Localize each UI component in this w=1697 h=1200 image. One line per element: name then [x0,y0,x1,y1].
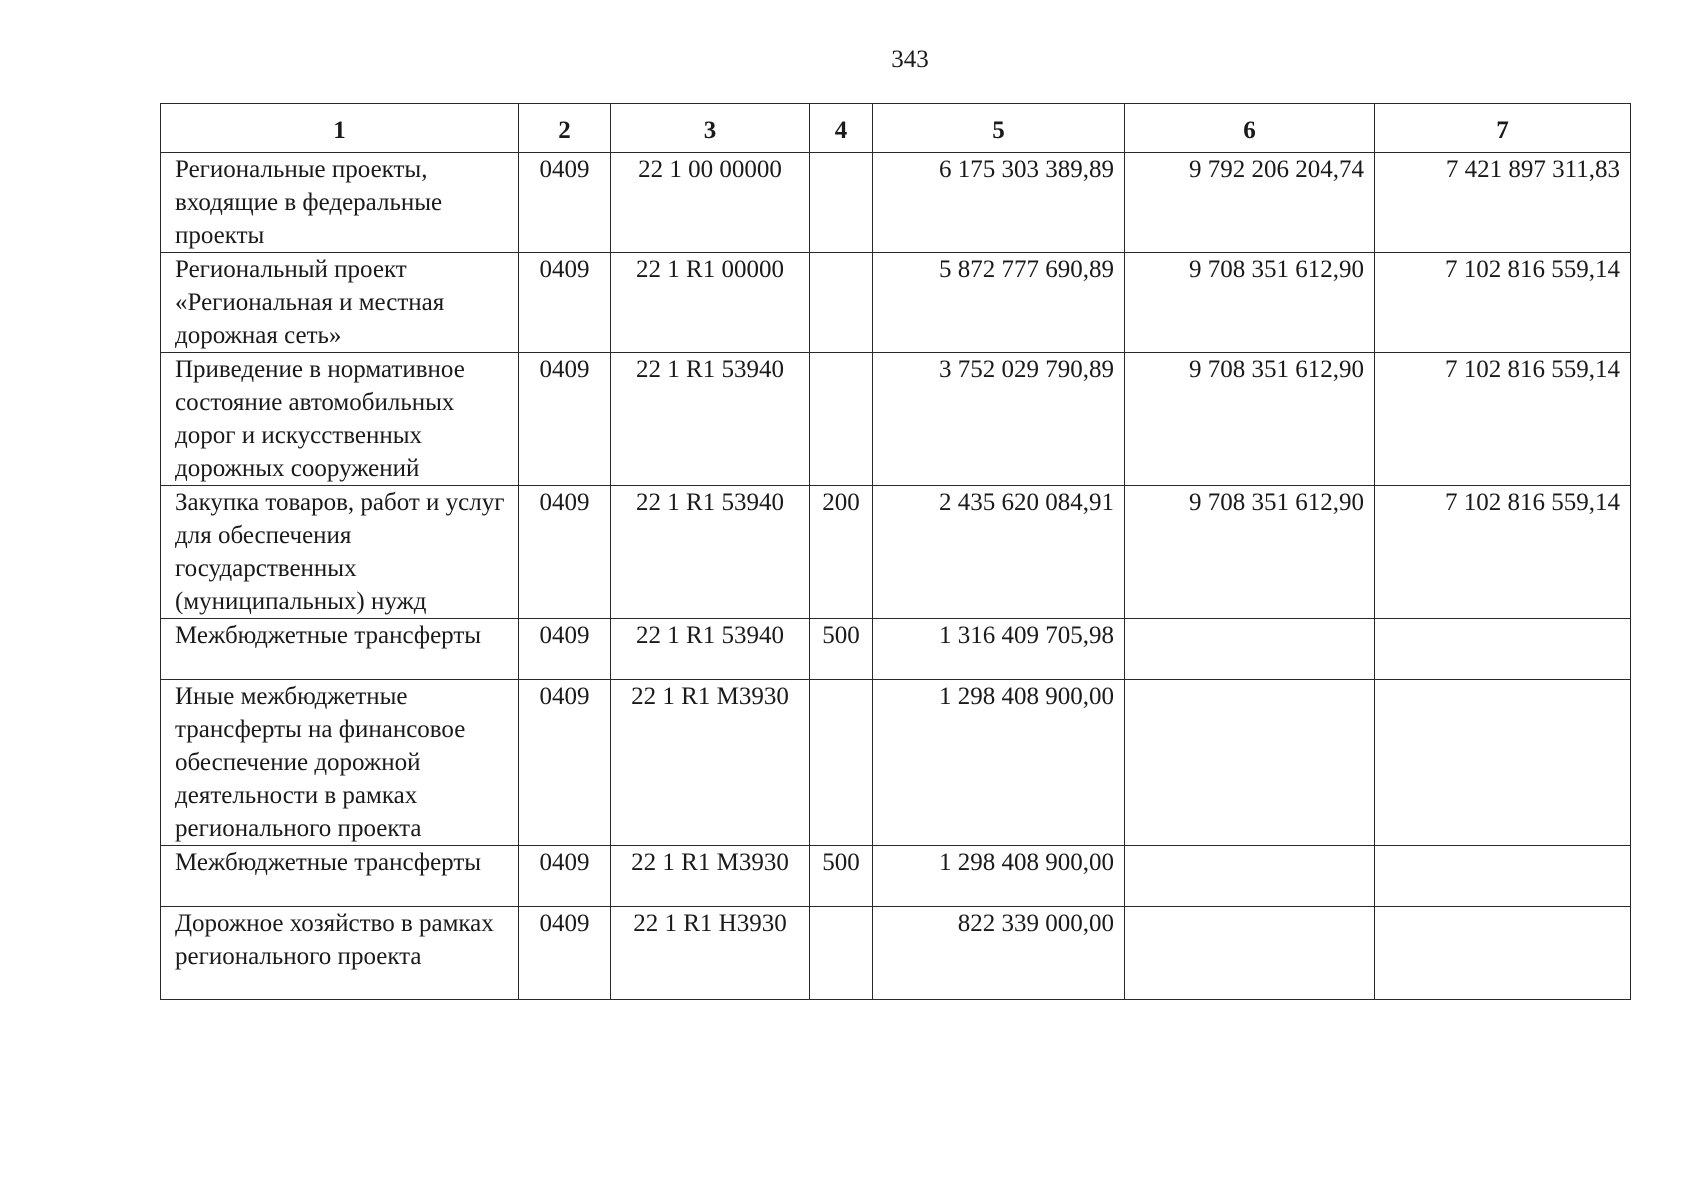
amount-col5: 3 752 029 790,89 [873,353,1125,486]
row-name: Региональные проекты, входящие в федеральные проекты [161,153,519,253]
section-code: 0409 [519,353,611,486]
page-number: 343 [891,46,929,73]
header-row [161,104,1631,153]
table-header [161,104,1631,153]
table-row [161,907,1631,1000]
amount-col6 [1125,680,1375,846]
amount-col6: 9 792 206 204,74 [1125,153,1375,253]
table-row [161,846,1631,907]
table-row [161,619,1631,680]
target-code: 22 1 R1 Н3930 [611,907,810,1000]
section-code: 0409 [519,153,611,253]
amount-col6 [1125,907,1375,1000]
column-header-2: 2 [519,104,611,153]
amount-col5: 1 298 408 900,00 [873,680,1125,846]
target-code: 22 1 00 00000 [611,153,810,253]
section-code: 0409 [519,846,611,907]
amount-col5: 822 339 000,00 [873,907,1125,1000]
section-code: 0409 [519,907,611,1000]
amount-col7: 7 102 816 559,14 [1375,353,1631,486]
amount-col6: 9 708 351 612,90 [1125,253,1375,353]
amount-col6 [1125,619,1375,680]
expense-type: 500 [810,619,873,680]
expense-type: 200 [810,486,873,619]
amount-col5: 1 298 408 900,00 [873,846,1125,907]
amount-col6: 9 708 351 612,90 [1125,353,1375,486]
amount-col7 [1375,846,1631,907]
target-code: 22 1 R1 M3930 [611,846,810,907]
expense-type: 500 [810,846,873,907]
row-name: Закупка товаров, работ и услуг для обеспечения государственных (муниципальных) нужд [161,486,519,619]
table-row [161,153,1631,253]
column-header-5: 5 [873,104,1125,153]
expense-type [810,680,873,846]
amount-col7 [1375,907,1631,1000]
row-name: Иные межбюджетные трансферты на финансовое обеспечение дорожной деятельности в рамках регионального проекта [161,680,519,846]
table-row [161,680,1631,846]
table-row [161,486,1631,619]
column-header-6: 6 [1125,104,1375,153]
section-code: 0409 [519,680,611,846]
row-name: Дорожное хозяйство в рамках регионального проекта [161,907,519,1000]
target-code: 22 1 R1 53940 [611,619,810,680]
amount-col7: 7 421 897 311,83 [1375,153,1631,253]
table-row [161,253,1631,353]
target-code: 22 1 R1 53940 [611,353,810,486]
section-code: 0409 [519,619,611,680]
amount-col6 [1125,846,1375,907]
amount-col6: 9 708 351 612,90 [1125,486,1375,619]
row-name: Приведение в нормативное состояние автомобильных дорог и искусственных дорожных сооружений [161,353,519,486]
amount-col5: 5 872 777 690,89 [873,253,1125,353]
section-code: 0409 [519,253,611,353]
table-body [161,153,1631,1000]
budget-table [160,103,1631,1000]
table-row [161,353,1631,486]
column-header-4: 4 [810,104,873,153]
section-code: 0409 [519,486,611,619]
expense-type [810,253,873,353]
expense-type [810,907,873,1000]
amount-col7: 7 102 816 559,14 [1375,486,1631,619]
row-name: Региональный проект «Региональная и местная дорожная сеть» [161,253,519,353]
target-code: 22 1 R1 M3930 [611,680,810,846]
expense-type [810,353,873,486]
column-header-7: 7 [1375,104,1631,153]
amount-col7 [1375,680,1631,846]
target-code: 22 1 R1 00000 [611,253,810,353]
column-header-1: 1 [161,104,519,153]
amount-col7 [1375,619,1631,680]
amount-col5: 2 435 620 084,91 [873,486,1125,619]
column-header-3: 3 [611,104,810,153]
target-code: 22 1 R1 53940 [611,486,810,619]
amount-col5: 1 316 409 705,98 [873,619,1125,680]
row-name: Межбюджетные трансферты [161,846,519,907]
amount-col5: 6 175 303 389,89 [873,153,1125,253]
row-name: Межбюджетные трансферты [161,619,519,680]
expense-type [810,153,873,253]
amount-col7: 7 102 816 559,14 [1375,253,1631,353]
